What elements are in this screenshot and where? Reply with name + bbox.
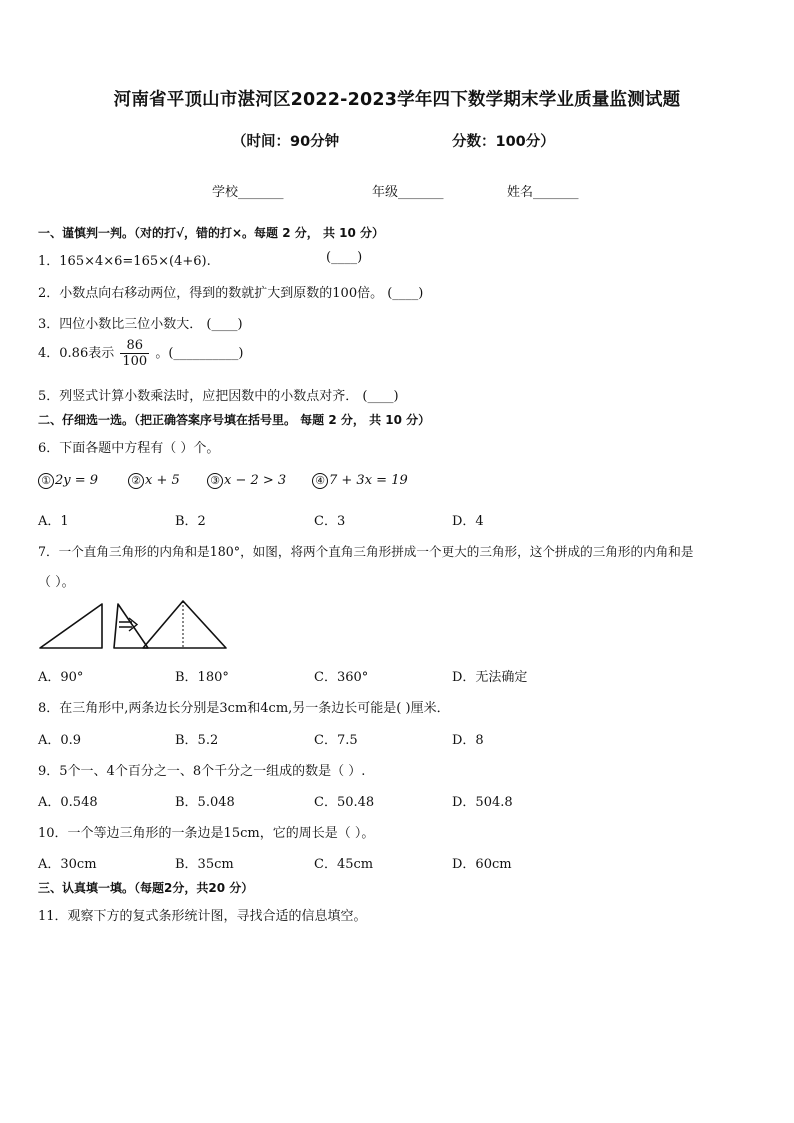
q9-option-d: D．504.8 bbox=[452, 795, 513, 810]
q9-option-b: B．5.048 bbox=[175, 795, 235, 810]
q6-expression-2: ② x + 5 bbox=[128, 473, 180, 489]
q6-option-b: B．2 bbox=[175, 514, 206, 529]
circled-4-icon: ④ bbox=[312, 473, 328, 489]
q6-option-c: C．3 bbox=[314, 514, 346, 529]
q10-option-c: C．45cm bbox=[314, 857, 374, 872]
section-3-heading: 三、认真填一填。（每题2分，共20 分） bbox=[38, 881, 254, 895]
question-8: 8．在三角形中,两条边长分别是3cm和4cm,另一条边长可能是( )厘米． bbox=[38, 701, 450, 716]
fraction-denominator: 100 bbox=[122, 354, 148, 369]
question-5: 5．列竖式计算小数乘法时，应把因数中的小数点对齐． (____) bbox=[38, 389, 399, 404]
grade-field: 年级_______ bbox=[372, 185, 444, 200]
question-4-suffix: 。(__________) bbox=[155, 346, 244, 361]
question-10: 10．一个等边三角形的一条边是15cm，它的周长是（ ）。 bbox=[38, 826, 375, 841]
q8-option-b: B．5.2 bbox=[175, 733, 219, 748]
q7-option-c: C．360° bbox=[314, 670, 369, 685]
q8-option-d: D．8 bbox=[452, 733, 484, 748]
fraction-86-100 bbox=[120, 338, 149, 369]
q6-expression-3: ③ x − 2 > 3 bbox=[207, 473, 286, 489]
fraction-numerator: 86 bbox=[120, 338, 149, 354]
q7-option-d: D．无法确定 bbox=[452, 670, 528, 685]
q10-option-a: A．30cm bbox=[38, 857, 97, 872]
page-title: 河南省平顶山市湛河区2022-2023学年四下数学期末学业质量监测试题 bbox=[113, 90, 681, 110]
q6-option-a: A．1 bbox=[38, 514, 69, 529]
q8-option-a: A．0.9 bbox=[38, 733, 82, 748]
q6-expression-1: ① 2y = 9 bbox=[38, 473, 98, 489]
question-1: 1．165×4×6=165×(4+6). bbox=[38, 254, 211, 269]
section-2-heading: 二、仔细选一选。（把正确答案序号填在括号里。 每题 2 分， 共 10 分） bbox=[38, 413, 431, 427]
question-2: 2．小数点向右移动两位，得到的数就扩大到原数的100倍。 (____) bbox=[38, 286, 424, 301]
question-7-line-1: 7．一个直角三角形的内角和是180°，如图，将两个直角三角形拼成一个更大的三角形，这个拼成的三角形的内角和是 bbox=[38, 544, 694, 559]
question-6: 6．下面各题中方程有（ ）个。 bbox=[38, 441, 220, 456]
q6-option-d: D．4 bbox=[452, 514, 484, 529]
q6-expression-4: ④ 7 + 3x = 19 bbox=[312, 473, 408, 489]
question-4 bbox=[38, 338, 243, 369]
circled-1-icon: ① bbox=[38, 473, 54, 489]
combined-triangle-figure bbox=[140, 598, 230, 652]
q9-option-a: A．0.548 bbox=[38, 795, 98, 810]
q10-option-b: B．35cm bbox=[175, 857, 234, 872]
section-1-heading: 一、谨慎判一判。（对的打√，错的打×。每题 2 分， 共 10 分） bbox=[38, 226, 384, 240]
name-field: 姓名_______ bbox=[507, 185, 579, 200]
circled-3-icon: ③ bbox=[207, 473, 223, 489]
q10-option-d: D．60cm bbox=[452, 857, 512, 872]
question-11: 11．观察下方的复式条形统计图，寻找合适的信息填空。 bbox=[38, 909, 367, 924]
exam-time: （时间：90分钟 bbox=[232, 134, 340, 150]
school-field: 学校_______ bbox=[212, 185, 284, 200]
question-3: 3．四位小数比三位小数大． (____) bbox=[38, 317, 243, 332]
exam-score: 分数：100分） bbox=[452, 134, 555, 150]
question-4-prefix: 4．0.86表示 bbox=[38, 346, 115, 361]
q7-option-a: A．90° bbox=[38, 670, 84, 685]
question-9: 9．5个一、4个百分之一、8个千分之一组成的数是（ ）. bbox=[38, 764, 366, 779]
right-triangle-left bbox=[40, 604, 102, 648]
q7-option-b: B．180° bbox=[175, 670, 229, 685]
circled-2-icon: ② bbox=[128, 473, 144, 489]
question-7-line-2: （ ）。 bbox=[38, 575, 75, 590]
large-triangle bbox=[143, 601, 226, 648]
q9-option-c: C．50.48 bbox=[314, 795, 375, 810]
question-1-blank: (____) bbox=[326, 250, 363, 265]
q8-option-c: C．7.5 bbox=[314, 733, 358, 748]
